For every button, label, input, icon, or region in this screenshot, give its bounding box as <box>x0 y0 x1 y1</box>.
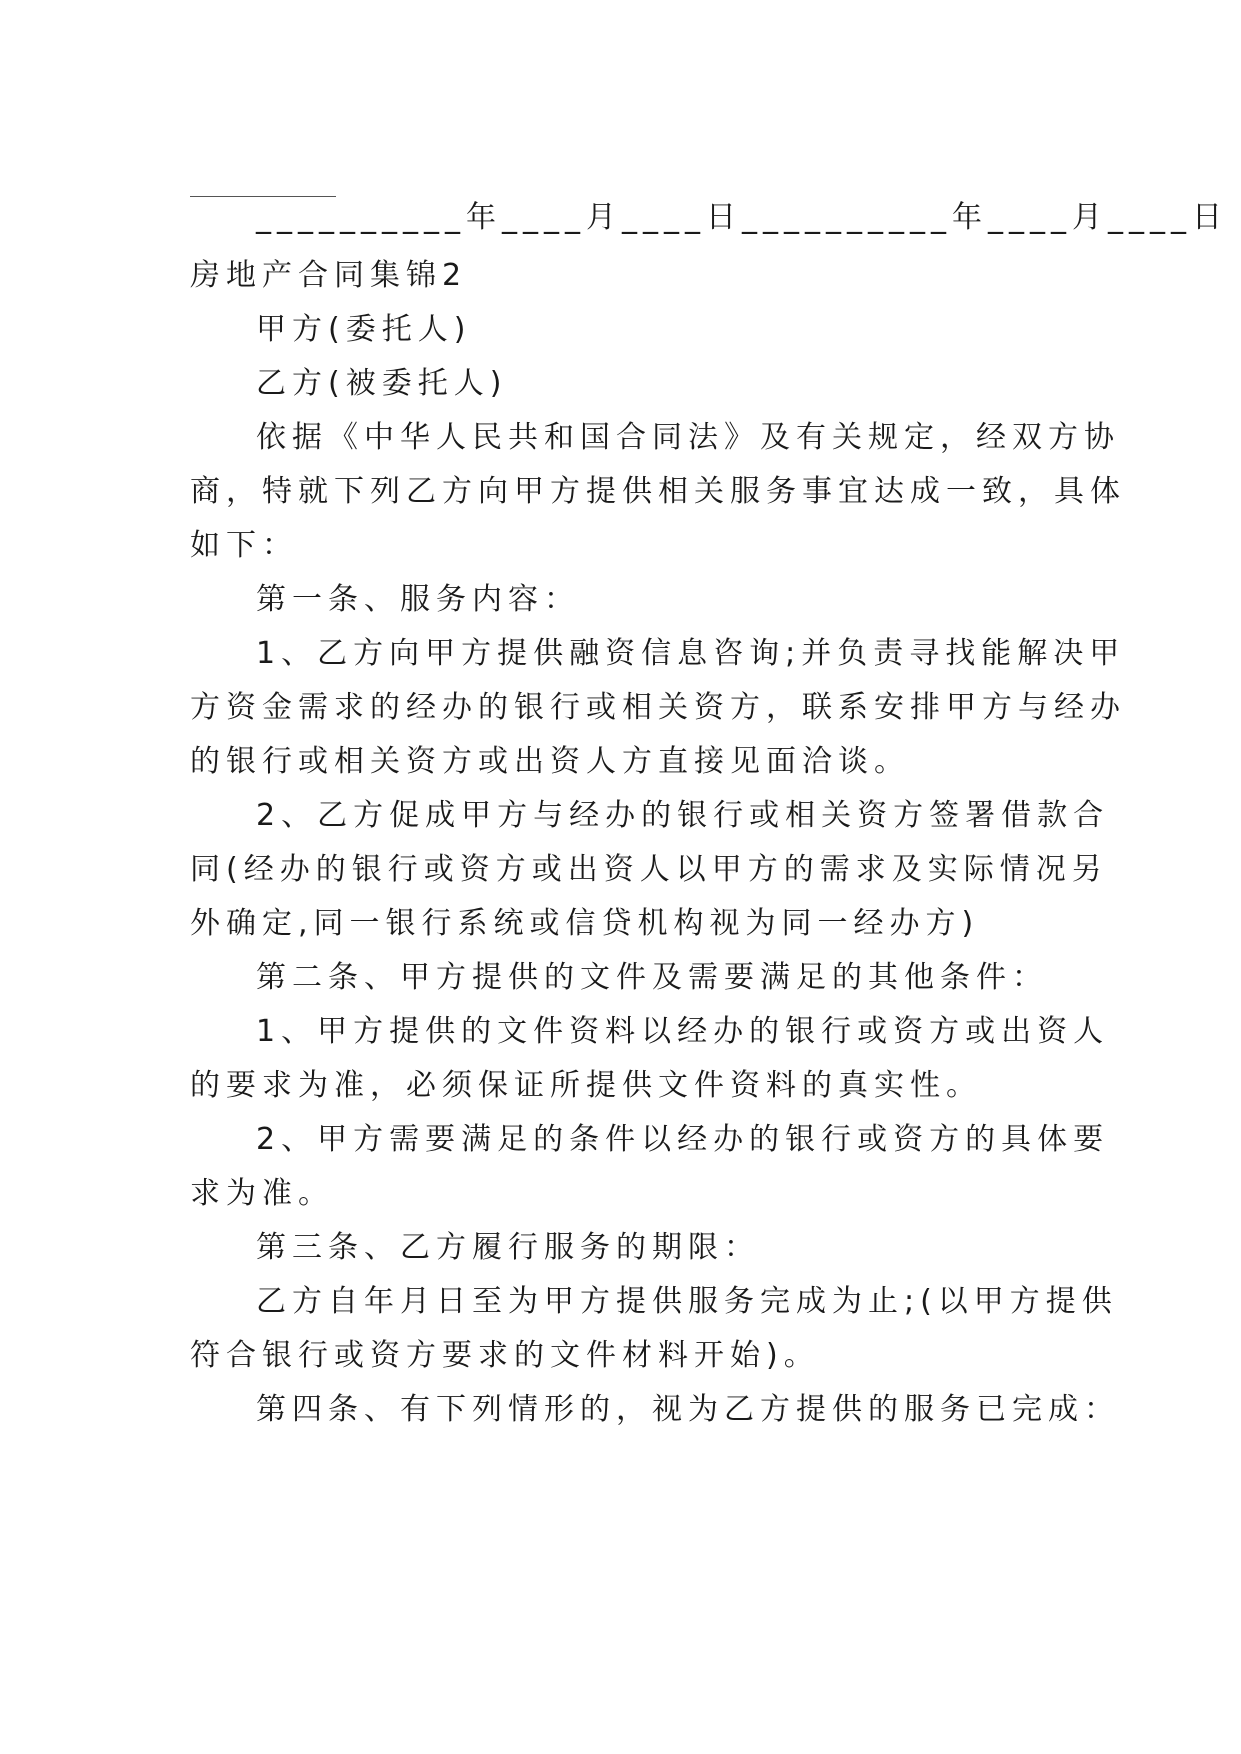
article-3-heading: 第三条、乙方履行服务的期限： <box>256 1230 760 1265</box>
article-2-item-2-line-1: 2、甲方需要满足的条件以经办的银行或资方的具体要 <box>256 1122 1110 1157</box>
signature-rule <box>190 196 336 197</box>
preamble-line-3: 如下： <box>190 528 298 563</box>
article-1-item-2-line-2: 同(经办的银行或资方或出资人以甲方的需求及实际情况另 <box>190 852 1108 887</box>
article-3-body-line-1: 乙方自年月日至为甲方提供服务完成为止;(以甲方提供 <box>256 1284 1118 1319</box>
article-4-heading: 第四条、有下列情形的，视为乙方提供的服务已完成： <box>256 1392 1120 1427</box>
article-1-heading: 第一条、服务内容： <box>256 582 580 617</box>
article-1-item-1-line-2: 方资金需求的经办的银行或相关资方，联系安排甲方与经办 <box>190 690 1126 725</box>
preamble-line-1: 依据《中华人民共和国合同法》及有关规定，经双方协 <box>256 420 1120 455</box>
date-line: __________年____月____日__________年____月____日 <box>256 200 1228 235</box>
article-3-body-line-2: 符合银行或资方要求的文件材料开始)。 <box>190 1338 820 1373</box>
article-2-item-2-line-2: 求为准。 <box>190 1176 334 1211</box>
article-1-item-2-line-1: 2、乙方促成甲方与经办的银行或相关资方签署借款合 <box>256 798 1110 833</box>
article-1-item-1-line-1: 1、乙方向甲方提供融资信息咨询;并负责寻找能解决甲 <box>256 636 1126 671</box>
party-b-label: 乙方(被委托人) <box>256 366 508 401</box>
article-2-heading: 第二条、甲方提供的文件及需要满足的其他条件： <box>256 960 1048 995</box>
article-1-item-2-line-3: 外确定,同一银行系统或信贷机构视为同一经办方) <box>190 906 980 941</box>
preamble-line-2: 商，特就下列乙方向甲方提供相关服务事宜达成一致，具体 <box>190 474 1126 509</box>
article-1-item-1-line-3: 的银行或相关资方或出资人方直接见面洽谈。 <box>190 744 910 779</box>
party-a-label: 甲方(委托人) <box>256 312 472 347</box>
article-2-item-1-line-2: 的要求为准，必须保证所提供文件资料的真实性。 <box>190 1068 982 1103</box>
article-2-item-1-line-1: 1、甲方提供的文件资料以经办的银行或资方或出资人 <box>256 1014 1110 1049</box>
document-title: 房地产合同集锦2 <box>190 258 468 293</box>
